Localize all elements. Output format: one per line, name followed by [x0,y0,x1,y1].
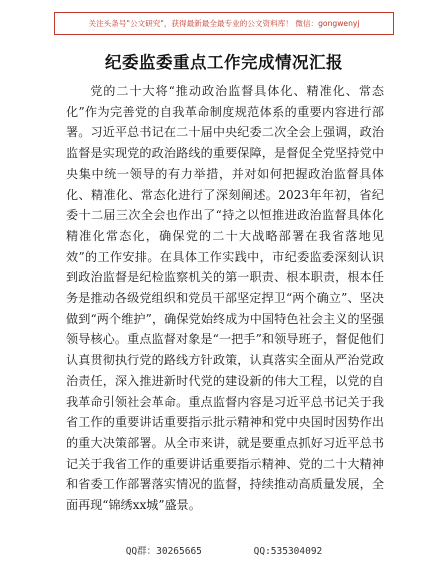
promo-banner [54,12,394,35]
footer-qq-group: QQ群：30265665 [125,546,202,557]
document-paragraph: 党的二十大将“推动政治监督具体化、精准化、常态化”作为完善党的自我革命制度规范体系的重要内容进行部署。习近平总书记在二十届中央纪委二次全会上强调，政治监督是实现党的政治路线的重要保障，是督促全党坚持党中央集中统一领导的有力举措，并对如何把握政治监督具体化、精准化、常态化进行了深刻阐述。2023年年初，省纪委十二届三次全会也作出了“持之以恒推进政治监督具体化精准化常态化，确保党的二十大战略部署在我省落地见效”的工作安排。在具体工作实践中，市纪委监委深刻认识到政治监督是纪检监察机关的第一职责、根本职责，根本任务是推动各级党组织和党员干部坚定捍卫“两个确立”、坚决做到“两个维护”，确保党始终成为中国特色社会主义的坚强领导核心。重点监督对象是“一把手”和领导班子，督促他们认真贯彻执行党的路线方针政策，认真落实全面从严治党政治责任，深入推进新时代党的建设新的伟大工程，以党的自我革命引领社会革命。重点监督内容是习近平总书记关于我省工作的重要讲话重要指示批示精神和党中央国时因势作出的重大决策部署。从全市来讲，就是要重点抓好习近平总书记关于我省工作的重要讲话重要指示精神、党的二十大精神和省委工作部署落实情况的监督，持续推动高质量发展，全面再现“锦绣xx城”盛景。 [66,84,384,513]
footer-qq: QQ:535304092 [253,546,323,557]
document-title: 纪委监委重点工作完成情况汇报 [105,53,343,72]
footer-contacts [0,543,448,557]
promo-banner-text: 关注头条号"公文研究"，获得最新最全最专业的公文资料库！ 微信：gongwenyj [88,19,360,28]
